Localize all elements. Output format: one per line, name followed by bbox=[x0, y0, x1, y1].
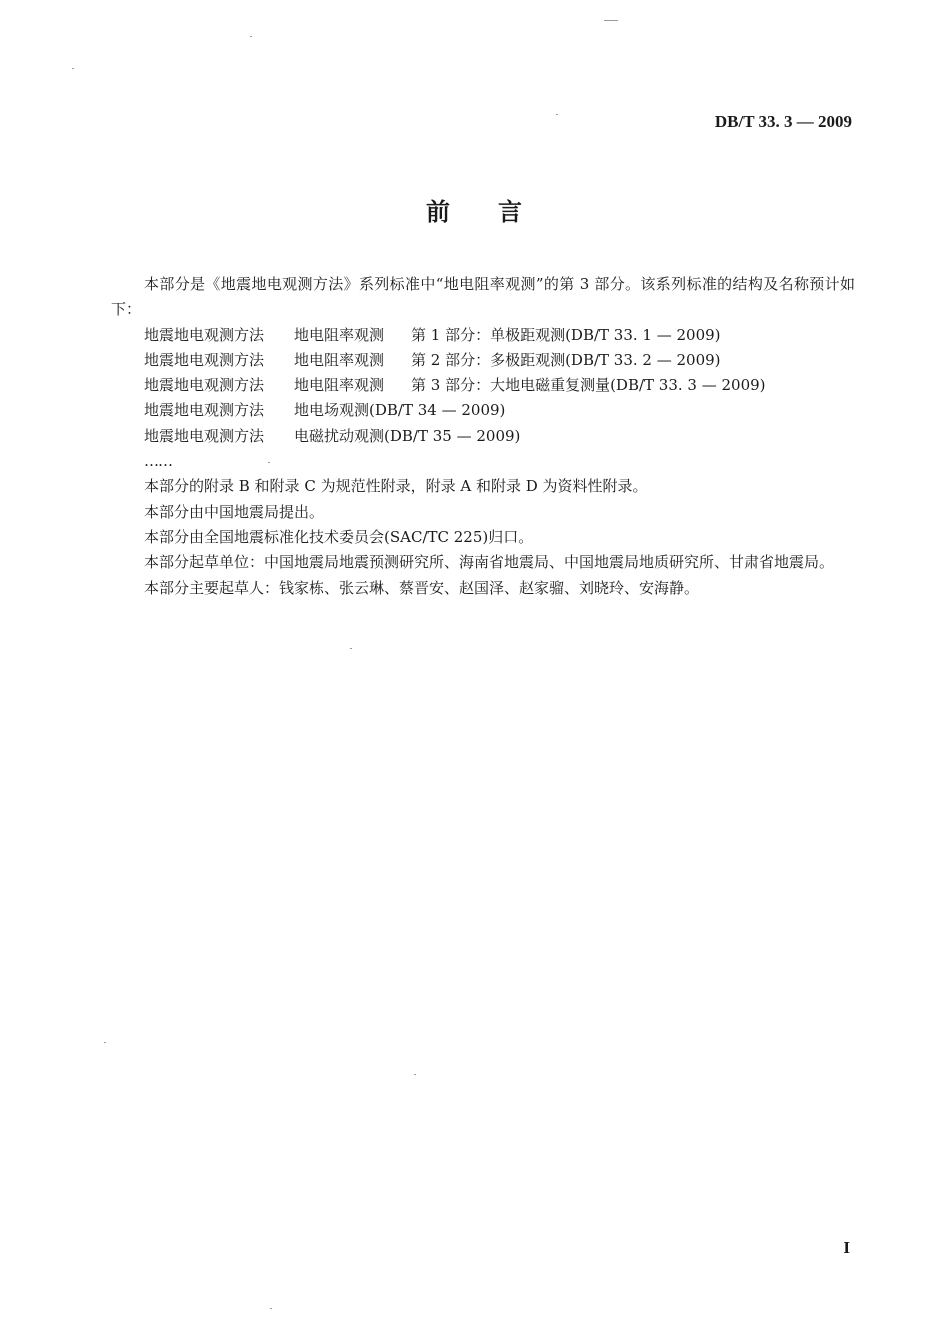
series-method: 地震地电观测方法 bbox=[144, 350, 265, 369]
series-observation: 地电阻率观测 bbox=[294, 325, 385, 344]
series-observation: 地电阻率观测 bbox=[294, 350, 385, 369]
scan-speck bbox=[270, 1308, 272, 1309]
scan-speck bbox=[350, 648, 352, 649]
series-item bbox=[111, 424, 855, 449]
series-item bbox=[111, 398, 855, 423]
appendix-paragraph: 本部分的附录 B 和附录 C 为规范性附录，附录 A 和附录 D 为资料性附录。 bbox=[144, 477, 648, 496]
series-observation: 地电场观测(DB/T 34 — 2009) bbox=[294, 401, 506, 420]
page-number: I bbox=[843, 1238, 850, 1257]
managed-paragraph: 本部分由全国地震标准化技术委员会(SAC/TC 225)归口。 bbox=[144, 527, 534, 546]
series-item bbox=[111, 348, 855, 373]
series-item bbox=[111, 323, 855, 348]
series-ellipsis: …… bbox=[144, 452, 172, 471]
scan-speck bbox=[104, 1042, 106, 1043]
series-list bbox=[111, 323, 855, 475]
intro-paragraph: 本部分是《地震地电观测方法》系列标准中“地电阻率观测”的第 3 部分。该系列标准的结构及名称预计如下： bbox=[111, 275, 855, 319]
series-method: 地震地电观测方法 bbox=[144, 325, 265, 344]
drafting-units-paragraph: 本部分起草单位：中国地震局地震预测研究所、海南省地震局、中国地震局地质研究所、甘肃省地震局。 bbox=[144, 553, 835, 572]
series-part: 第 1 部分：单极距观测(DB/T 33. 1 — 2009) bbox=[411, 325, 721, 344]
scan-speck bbox=[556, 114, 558, 115]
series-part: 第 2 部分：多极距观测(DB/T 33. 2 — 2009) bbox=[411, 350, 721, 369]
series-method: 地震地电观测方法 bbox=[144, 401, 265, 420]
title-char-2: 言 bbox=[498, 198, 524, 226]
series-method: 地震地电观测方法 bbox=[144, 376, 265, 395]
title-char-1: 前 bbox=[426, 198, 452, 226]
scan-speck bbox=[72, 68, 74, 69]
scan-speck bbox=[250, 36, 252, 37]
series-observation: 地电阻率观测 bbox=[294, 376, 385, 395]
scan-speck bbox=[268, 462, 270, 463]
series-item bbox=[111, 373, 855, 398]
series-observation: 电磁扰动观测(DB/T 35 — 2009) bbox=[294, 426, 521, 445]
foreword-body bbox=[111, 272, 855, 601]
series-method: 地震地电观测方法 bbox=[144, 426, 265, 445]
proposed-paragraph: 本部分由中国地震局提出。 bbox=[144, 502, 325, 521]
series-part: 第 3 部分：大地电磁重复测量(DB/T 33. 3 — 2009) bbox=[411, 376, 766, 395]
page-title bbox=[0, 192, 950, 227]
scan-speck bbox=[604, 20, 618, 21]
scan-speck bbox=[414, 1074, 416, 1075]
drafters-paragraph: 本部分主要起草人：钱家栋、张云琳、蔡晋安、赵国泽、赵家骝、刘晓玲、安海静。 bbox=[144, 578, 700, 597]
standard-code: DB/T 33. 3 — 2009 bbox=[714, 112, 852, 131]
